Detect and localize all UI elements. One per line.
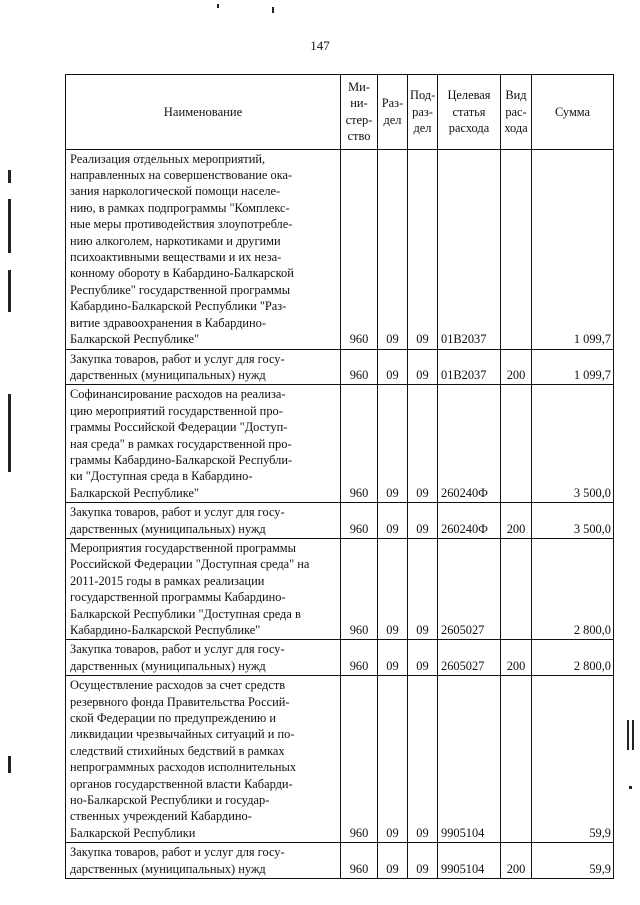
cell-target: 260240Ф bbox=[438, 385, 501, 503]
cell-expense-type: 200 bbox=[501, 349, 532, 385]
cell-name: Закупка товаров, работ и услуг для госу- дарственных (муниципальных) нужд bbox=[66, 640, 341, 676]
cell-expense-type bbox=[501, 538, 532, 639]
cell-name: Закупка товаров, работ и услуг для госу- дарственных (муниципальных) нужд bbox=[66, 503, 341, 539]
cell-subsection: 09 bbox=[408, 349, 438, 385]
scan-mark-right-2 bbox=[632, 720, 634, 750]
cell-subsection: 09 bbox=[408, 843, 438, 879]
cell-target: 260240Ф bbox=[438, 503, 501, 539]
cell-expense-type bbox=[501, 676, 532, 843]
cell-target: 2605027 bbox=[438, 538, 501, 639]
cell-amount: 1 099,7 bbox=[532, 149, 614, 349]
table-header-row bbox=[66, 75, 614, 150]
scan-mark-left-4 bbox=[8, 394, 11, 472]
budget-table bbox=[65, 74, 614, 879]
cell-section: 09 bbox=[378, 503, 408, 539]
cell-amount: 59,9 bbox=[532, 843, 614, 879]
table-row bbox=[66, 640, 614, 676]
cell-section: 09 bbox=[378, 349, 408, 385]
cell-section: 09 bbox=[378, 385, 408, 503]
table-row bbox=[66, 676, 614, 843]
cell-subsection: 09 bbox=[408, 676, 438, 843]
cell-amount: 2 800,0 bbox=[532, 640, 614, 676]
table-row bbox=[66, 503, 614, 539]
cell-section: 09 bbox=[378, 538, 408, 639]
page-number: 147 bbox=[310, 38, 330, 53]
cell-ministry: 960 bbox=[341, 503, 378, 539]
cell-name: Осуществление расходов за счет средств резервного фонда Правительства Россий- ской Федерации по предупреждению и ликвидации чрезвычайных ситуаций и по- следствий стихийных бедствий в рамках непрограммных расходов исполнительных органов государственной власти Кабарди- но-Балкарской Республики и государ- ственных учреждений Кабардино- Балкарской Республики bbox=[66, 676, 341, 843]
scan-mark-top-left bbox=[217, 4, 219, 8]
cell-ministry: 960 bbox=[341, 676, 378, 843]
cell-expense-type bbox=[501, 149, 532, 349]
cell-name: Софинансирование расходов на реализа- цию мероприятий государственной про- граммы Российской Федерации "Доступ- ная среда" в рамках государственной про- граммы Кабардино-Балкарской Республи- ки "Доступная среда в Кабардино- Балкарской Республике" bbox=[66, 385, 341, 503]
cell-ministry: 960 bbox=[341, 349, 378, 385]
scan-mark-left-1 bbox=[8, 170, 11, 183]
cell-expense-type: 200 bbox=[501, 640, 532, 676]
column-header-amount: Сумма bbox=[532, 75, 614, 150]
cell-amount: 1 099,7 bbox=[532, 349, 614, 385]
cell-target: 2605027 bbox=[438, 640, 501, 676]
cell-name: Реализация отдельных мероприятий, направленных на совершенствование ока- зания наркологической помощи населе- нию, в рамках подпрограммы "Комплекс- ные меры противодействия злоупотребле- нию алкоголем, наркотиками и другими психоактивными веществами и их неза- конному обороту в Кабардино-Балкарской Республике" государственной программы Кабардино-Балкарской Республики "Раз- витие здравоохранения в Кабардино- Балкарской Республике" bbox=[66, 149, 341, 349]
column-header-ministry: Ми- ни- стер- ство bbox=[341, 75, 378, 150]
cell-subsection: 09 bbox=[408, 538, 438, 639]
cell-expense-type: 200 bbox=[501, 843, 532, 879]
cell-ministry: 960 bbox=[341, 843, 378, 879]
cell-ministry: 960 bbox=[341, 385, 378, 503]
table-row bbox=[66, 149, 614, 349]
table-row bbox=[66, 349, 614, 385]
table-row bbox=[66, 538, 614, 639]
table-body bbox=[66, 149, 614, 878]
scan-mark-right-3 bbox=[629, 786, 632, 789]
column-header-subsection: Под- раз- дел bbox=[408, 75, 438, 150]
cell-ministry: 960 bbox=[341, 538, 378, 639]
cell-expense-type: 200 bbox=[501, 503, 532, 539]
cell-target: 9905104 bbox=[438, 843, 501, 879]
scan-mark-left-5 bbox=[8, 756, 11, 773]
cell-ministry: 960 bbox=[341, 640, 378, 676]
cell-subsection: 09 bbox=[408, 385, 438, 503]
scan-mark-right-1 bbox=[627, 720, 629, 750]
column-header-name: Наименование bbox=[66, 75, 341, 150]
scan-mark-left-3 bbox=[8, 270, 11, 312]
scan-mark-left-2 bbox=[8, 199, 11, 253]
cell-name: Мероприятия государственной программы Российской Федерации "Доступная среда" на 2011-2015 годы в рамках реализации государственной программы Кабардино- Балкарской Республики "Доступная среда в Кабардино-Балкарской Республике" bbox=[66, 538, 341, 639]
cell-expense-type bbox=[501, 385, 532, 503]
cell-subsection: 09 bbox=[408, 640, 438, 676]
cell-name: Закупка товаров, работ и услуг для госу- дарственных (муниципальных) нужд bbox=[66, 843, 341, 879]
table-row bbox=[66, 385, 614, 503]
cell-ministry: 960 bbox=[341, 149, 378, 349]
cell-amount: 59,9 bbox=[532, 676, 614, 843]
cell-section: 09 bbox=[378, 149, 408, 349]
cell-amount: 3 500,0 bbox=[532, 385, 614, 503]
cell-section: 09 bbox=[378, 676, 408, 843]
cell-amount: 3 500,0 bbox=[532, 503, 614, 539]
column-header-expense-type: Вид рас- хода bbox=[501, 75, 532, 150]
cell-target: 01В2037 bbox=[438, 149, 501, 349]
cell-subsection: 09 bbox=[408, 503, 438, 539]
cell-section: 09 bbox=[378, 640, 408, 676]
cell-name: Закупка товаров, работ и услуг для госу- дарственных (муниципальных) нужд bbox=[66, 349, 341, 385]
cell-subsection: 09 bbox=[408, 149, 438, 349]
cell-target: 9905104 bbox=[438, 676, 501, 843]
cell-section: 09 bbox=[378, 843, 408, 879]
column-header-target: Целевая статья расхода bbox=[438, 75, 501, 150]
column-header-section: Раз- дел bbox=[378, 75, 408, 150]
cell-target: 01В2037 bbox=[438, 349, 501, 385]
cell-amount: 2 800,0 bbox=[532, 538, 614, 639]
scan-mark-top-right bbox=[272, 7, 274, 13]
table-row bbox=[66, 843, 614, 879]
